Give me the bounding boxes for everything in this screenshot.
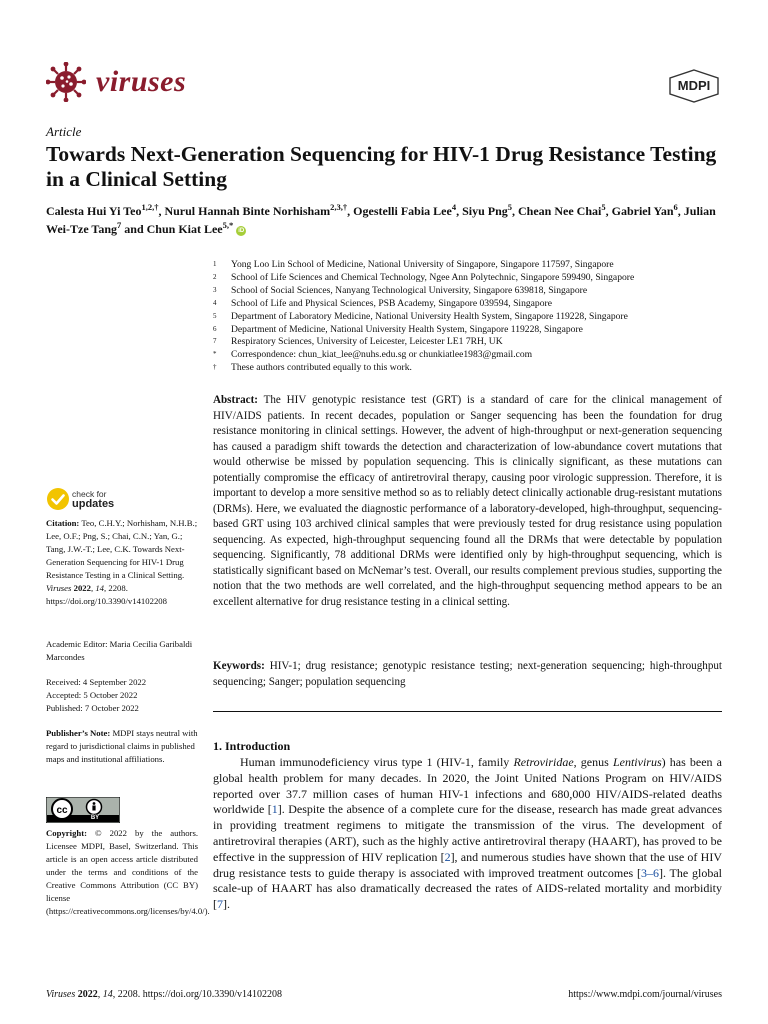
affiliation-text: School of Life Sciences and Chemical Technology, Ngee Ann Polytechnic, Singapore 599490, Singapore (231, 271, 635, 283)
abstract-label: Abstract: (213, 394, 258, 406)
author-name: Nurul Hannah Binte Norhisham (164, 204, 331, 218)
citation-year: 2022 (73, 583, 91, 593)
citation-volume: 14 (95, 583, 104, 593)
affiliation-text: Yong Loo Lin School of Medicine, National University of Singapore, Singapore 117597, Singapore (231, 259, 614, 270)
publisher-note-label: Publisher’s Note: (46, 728, 111, 738)
affiliation-text: Department of Medicine, National University Health System, Singapore 119228, Singapore (231, 323, 583, 335)
affiliation-text: Correspondence: chun_kiat_lee@nuhs.edu.sg or chunkiatlee1983@gmail.com (231, 349, 533, 361)
author-name: Ogestelli Fabia Lee (353, 204, 452, 218)
intro-text: Human immunodeficiency virus type 1 (HIV-1, family (240, 755, 514, 769)
affiliation-number: † (213, 363, 217, 372)
intro-text: ]. (223, 897, 230, 912)
cc-by-icon (46, 797, 120, 823)
publisher-note (46, 727, 198, 766)
author-separator: , (347, 204, 354, 218)
affiliation-number: 1 (213, 260, 217, 268)
academic-editor: Academic Editor: Maria Cecilia Garibaldi Marcondes (46, 639, 193, 662)
check-updates-line1: check for (72, 489, 107, 499)
affiliation-item (213, 324, 733, 337)
check-updates-icon (46, 487, 70, 511)
author-separator: , (158, 204, 165, 218)
affiliation-number: 6 (213, 324, 217, 333)
introduction-paragraph (213, 755, 722, 913)
author-separator: and (121, 222, 147, 236)
affiliation-item (213, 259, 733, 272)
citation-link[interactable]: 2 (444, 849, 451, 864)
intro-text: ], and numerous studies have shown that the use of HIV drug resistance tests to guide therapy is associated with improved treatment outcomes [ (213, 849, 722, 880)
footer-citation: Viruses 2022, 14, 2208. https://doi.org/10.3390/v14102208 (46, 989, 283, 1000)
author-separator: , (456, 204, 463, 218)
article-type: Article (46, 124, 82, 139)
journal-name: viruses (96, 65, 187, 98)
mdpi-logo (666, 68, 722, 104)
affiliation-number: 7 (213, 337, 217, 346)
keywords (213, 659, 722, 690)
copyright-notice (46, 827, 210, 918)
author-affiliation-marker: 2,3,† (330, 202, 348, 212)
footer-volume: 14 (102, 989, 113, 1000)
footer-year: 2022 (77, 989, 98, 1000)
intro-text: ]. Despite the absence of a complete cure for the disease, research has made great advances in providing treatment regimens to mitigate the transmission of the virus. The development of antiretroviral therapies (ART), such as the highly active antiretroviral therapy (HAART), has proved to be effective in the suppression of HIV replication [ (213, 802, 722, 864)
author-affiliation-marker: 1,2,† (141, 202, 159, 212)
keywords-text: HIV-1; drug resistance; genotypic resistance testing; next-generation sequencing; high-throughput sequencing; Sanger; population sequencing (213, 660, 722, 688)
intro-text: ]. The global scale-up of HAART has also dramatically decreased the rates of AIDS-related mortality and morbidity [ (213, 865, 722, 912)
publication-dates (46, 676, 198, 715)
affiliation-item (213, 272, 733, 285)
affiliation-number: 4 (213, 298, 217, 307)
citation-link[interactable]: 1 (271, 802, 278, 817)
accepted-date: Accepted: 5 October 2022 (46, 690, 138, 700)
citation-journal: Viruses (46, 583, 72, 593)
author-affiliation-marker: 5,* (222, 220, 234, 230)
affiliation-item (213, 349, 733, 362)
intro-family: Retroviridae (513, 755, 574, 769)
affiliation-item (213, 336, 733, 349)
intro-genus: Lentivirus (612, 755, 662, 769)
keywords-label: Keywords: (213, 660, 265, 672)
received-date: Received: 4 September 2022 (46, 677, 147, 687)
section-divider (213, 711, 722, 712)
author-separator: , (512, 204, 519, 218)
author-list (46, 202, 736, 238)
affiliation-item (213, 311, 733, 324)
affiliation-item (213, 362, 733, 375)
virus-logo-icon (46, 62, 86, 102)
footer-doi[interactable]: , 2208. https://doi.org/10.3390/v14102208 (112, 989, 283, 1000)
author-affiliation-marker: 5 (507, 202, 513, 212)
author-affiliation-marker: 7 (117, 220, 122, 230)
author-affiliation-marker: 6 (673, 202, 678, 212)
affiliation-text: School of Life and Physical Sciences, PSB Academy, Singapore 039594, Singapore (231, 297, 552, 309)
citation-block: Citation: Teo, C.H.Y.; Norhisham, N.H.B.; Lee, O.F.; Png, S.; Chai, C.N.; Yan, G.; Tang, J.W.-T.; Lee, C.K. Towards Next-Generation Sequencing for HIV-1 Drug Resistance Testing in a Clinical Setting. Viruses 2022, 14, 2208. https://doi.org/10.3390/v14102208 (46, 518, 198, 606)
introduction-heading: 1. Introduction (213, 739, 291, 753)
copyright-label: Copyright: (46, 828, 88, 838)
abstract (213, 393, 722, 610)
copyright-text: © 2022 by the authors. Licensee MDPI, Basel, Switzerland. This article is an open access article distributed under the terms and conditions of the Creative Commons Attribution (CC BY) license (https://creativecommons.org/licenses/by/4.0/). (46, 828, 210, 916)
citation-link[interactable]: 3–6 (640, 865, 659, 880)
published-date: Published: 7 October 2022 (46, 703, 139, 713)
author-name: Calesta Hui Yi Teo (46, 204, 142, 218)
author-affiliation-marker: 5 (601, 202, 606, 212)
affiliation-number: 5 (213, 311, 217, 320)
affiliation-text: Respiratory Sciences, University of Leicester, Leicester LE1 7RH, UK (231, 336, 503, 348)
affiliation-number: 2 (213, 272, 217, 281)
intro-text: , genus (573, 755, 613, 769)
intro-text: ) has been a global health problem for many decades. In 2020, the Joint United Nations Program on HIV/AIDS reported over 37.7 million cases of human HIV-1 infections and 680,000 HIV/AIDS-related deaths worldwide [ (213, 755, 723, 817)
check-for-updates-button[interactable] (46, 487, 176, 513)
author-separator: , (677, 204, 684, 218)
affiliation-text: These authors contributed equally to this work. (231, 362, 412, 374)
affiliations (213, 259, 733, 375)
svg-text:cc: cc (56, 805, 68, 816)
affiliation-number: * (213, 350, 217, 359)
footer-journal: Viruses (46, 989, 76, 1000)
author-name: Gabriel Yan (611, 204, 674, 218)
orcid-icon[interactable]: iD (238, 228, 245, 234)
affiliation-number: 3 (213, 285, 217, 294)
author-separator: , (605, 204, 612, 218)
cc-by-license-badge[interactable] (46, 797, 120, 823)
mdpi-logo-text: MDPI (677, 78, 711, 93)
affiliation-item (213, 298, 733, 311)
journal-url-link[interactable]: https://www.mdpi.com/journal/viruses (568, 989, 722, 1000)
abstract-text: The HIV genotypic resistance test (GRT) is a standard of care for the clinical management of HIV/AIDS patients. In recent decades, population or Sanger sequencing has been the foundation for drug resistance monitoring in clinical settings. However, the advent of high-throughput or next-generation sequencing has caused a paradigm shift towards the detection and characterization of low-abundance covert mutations that would otherwise be missed by population sequencing. This is clinically significant, as these mutations can potentially compromise the efficacy of antiretroviral therapy, causing poor virologic suppression. Therefore, it is important to develop a more sensitive method so as to reliably detect clinically actionable drug-resistant mutations (DRMs). Here, we evaluated the diagnostic performance of a laboratory-developed, high-throughput, sequencing-based GRT using 103 archived clinical samples that were previously tested for drug resistance using population sequencing. As expected, high-throughput sequencing found all the DRMs that were detectable by population sequencing. Significantly, 78 additional DRMs were identified only by high-throughput sequencing, which is statistically significant based on McNemar’s test. Overall, our results complement previous studies, supporting the notion that the two methods are well correlated, and the high-throughput sequencing method appears to be an excellent alternative for drug resistance testing in a clinical setting. (213, 394, 722, 608)
author-name: Chean Nee Chai (518, 204, 602, 218)
affiliation-text: School of Social Sciences, Nanyang Technological University, Singapore 639818, Singapore (231, 284, 588, 296)
author-name: Julian Wei-Tze Tang (46, 204, 716, 236)
author-name: Siyu Png (462, 204, 508, 218)
citation-text: Teo, C.H.Y.; Norhisham, N.H.B.; Lee, O.F.; Png, S.; Chai, C.N.; Yan, G.; Tang, J.W.-T.; Lee, C.K. Towards Next-Generation Sequencing for HIV-1 Drug Resistance Testing in a Clinical Setting. (46, 518, 198, 580)
citation-pages: 2208. https://doi.org/10.3390/v14102208 (46, 583, 167, 606)
author-affiliation-marker: 4 (451, 202, 457, 212)
citation-label: Citation: (46, 518, 80, 528)
article-title: Towards Next-Generation Sequencing for HIV-1 Drug Resistance Testing in a Clinical Setting (46, 142, 717, 191)
citation-link[interactable]: 7 (217, 897, 223, 912)
cc-by-label: BY (90, 815, 100, 821)
affiliation-item (213, 285, 733, 298)
author-name: Chun Kiat Lee (146, 222, 223, 236)
check-updates-line2: updates (72, 498, 115, 510)
affiliation-text: Department of Laboratory Medicine, National University Health System, Singapore 119228, Singapore (231, 310, 628, 322)
publisher-note-text: MDPI stays neutral with regard to jurisdictional claims in published maps and institutional affiliations. (46, 728, 198, 764)
